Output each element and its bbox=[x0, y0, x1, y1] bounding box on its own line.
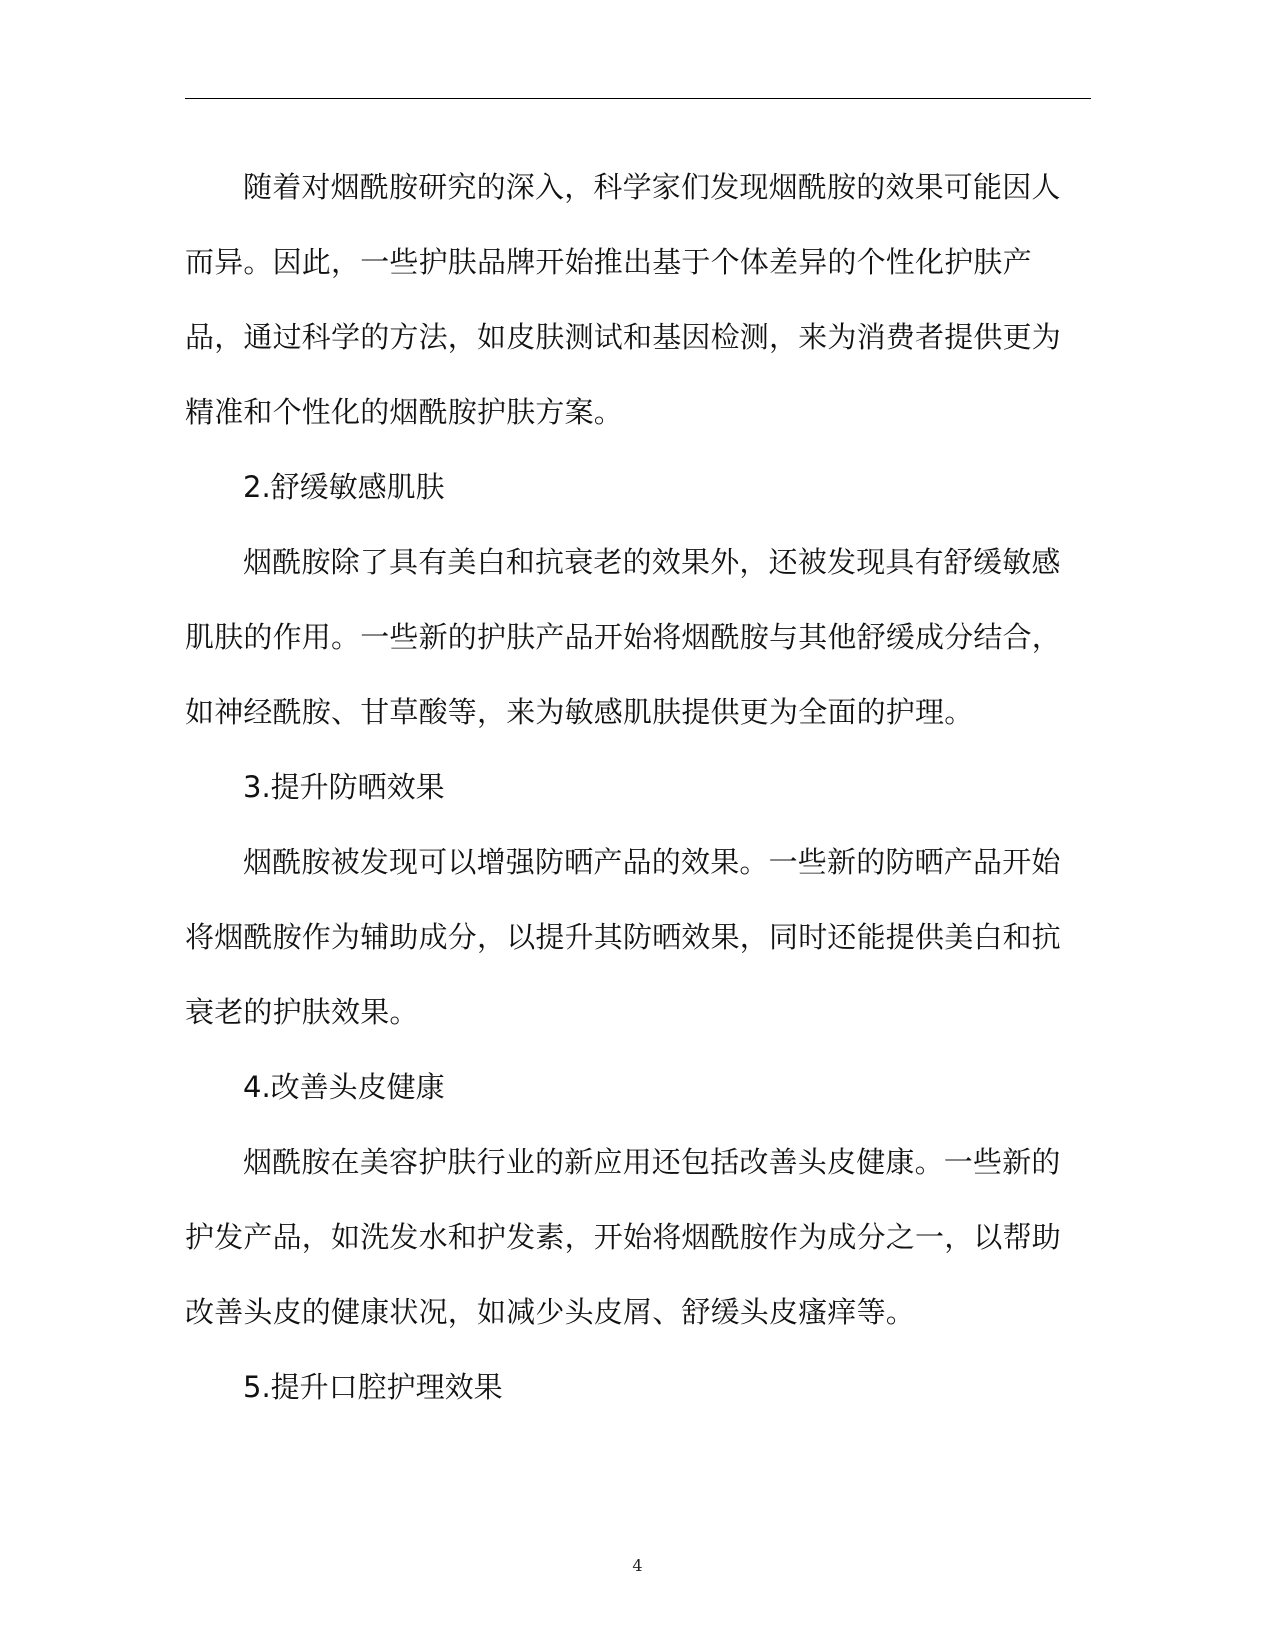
section-heading-scalp-health: 4.改善头皮健康 bbox=[243, 1070, 445, 1104]
section-heading-oral-care: 5.提升口腔护理效果 bbox=[243, 1370, 503, 1404]
paragraph-personalized-skincare: 随着对烟酰胺研究的深入，科学家们发现烟酰胺的效果可能因人而异。因此，一些护肤品牌开始推出基于个体差异的个性化护肤产品，通过科学的方法，如皮肤测试和基因检测，来为消费者提供更为精准和个性化的烟酰胺护肤方案。 bbox=[185, 170, 1062, 429]
page-number: 4 bbox=[632, 1556, 643, 1575]
document-body bbox=[185, 150, 1085, 1425]
section-heading-sunscreen: 3.提升防晒效果 bbox=[243, 770, 445, 804]
paragraph-soothe-sensitive-skin: 烟酰胺除了具有美白和抗衰老的效果外，还被发现具有舒缓敏感肌肤的作用。一些新的护肤产品开始将烟酰胺与其他舒缓成分结合，如神经酰胺、甘草酸等，来为敏感肌肤提供更为全面的护理。 bbox=[185, 545, 1062, 729]
paragraph-scalp-health: 烟酰胺在美容护肤行业的新应用还包括改善头皮健康。一些新的护发产品，如洗发水和护发素，开始将烟酰胺作为成分之一，以帮助改善头皮的健康状况，如减少头皮屑、舒缓头皮瘙痒等。 bbox=[185, 1145, 1062, 1329]
header-rule bbox=[185, 98, 1091, 99]
section-heading-soothe-sensitive-skin: 2.舒缓敏感肌肤 bbox=[243, 470, 445, 504]
paragraph-sunscreen: 烟酰胺被发现可以增强防晒产品的效果。一些新的防晒产品开始将烟酰胺作为辅助成分，以提升其防晒效果，同时还能提供美白和抗衰老的护肤效果。 bbox=[185, 845, 1062, 1029]
